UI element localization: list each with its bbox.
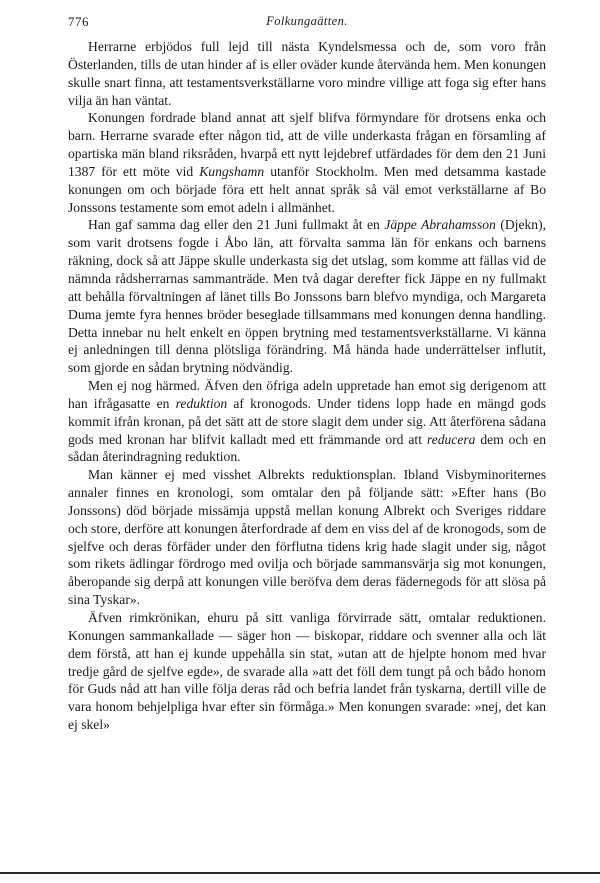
bottom-rule	[0, 872, 600, 874]
text-run: Herrarne erbjödos full lejd till nästa Kyndelsmessa och de, som voro från Österlanden, tills de utan hinder af is eller oväder kunde återvända hem. Men konungen skulle snart finna, att testamentsverkställarne voro mindre villige att foga sig efter hans vilja än han väntat.	[68, 39, 546, 108]
italic-term: Kungshamn	[199, 163, 265, 179]
italic-term: reduktion	[175, 395, 228, 411]
page-header	[68, 14, 546, 34]
page-number: 776	[68, 14, 89, 29]
paragraph	[68, 216, 546, 377]
text-run: Äfven rimkrönikan, ehuru på sitt vanliga förvirrade sätt, omtalar reduktionen. Konungen sammankallade — säger hon — biskopar, riddare och svenner alla och lät dem förstå, att han ej kunde uppehålla sin stat, »utan att de hjelpte honom med hvar tredje gård de sjelfve egde», de svarade alla »att det föll dem tungt på och bådo honom för Guds nåd att han ville följa deras råd och befria landet från tyskarna, dertill ville de vara honom behjelpliga hvar efter sin förmåga.» Men konungen svarade: »nej, det kan ej skel»	[68, 610, 546, 733]
text-run: af kronogods. Under tidens lopp hade en mängd gods kommit ifrån kronan, på det sätt att de store slagit dem under sig. Att återförena sådana gods med kronan har blifvit kalladt med ett främmande ord att	[68, 395, 546, 447]
text-run: Man känner ej med visshet Albrekts reduktionsplan. Ibland Visbyminoriternes annaler finnes en kronologi, som omtalar den på följande sätt: »Efter hans (Bo Jonssons) död började missämja uppstå mellan konung Albrekt och Sveriges riddare och store, derföre att konungen återfordrade af dem en viss del af de kronogods, som de sjelfve och deras förfäder under den förflutna tidens krig hade slagit under sig, något som rikets ädlingar fördrogo med ovilja och började sammansvärja sig mot konungen, åberopande sig derpå att konungen ville beröfva dem deras fädernegods för att slösa på sina Tyskar».	[68, 467, 546, 608]
paragraph	[68, 609, 546, 734]
paragraph	[68, 109, 546, 216]
paragraph	[68, 38, 546, 109]
body-text	[68, 38, 546, 734]
text-run: Men ej nog härmed. Äfven den öfriga adeln uppretade han emot sig derigenom att han ifrågasatte en	[68, 378, 546, 411]
text-run: (Djekn), som varit drotsens fogde i Åbo län, att förvalta samma län för enkans och barnens räkning, dock så att Jäppe skulle underkasta sig det utslag, som komme att fällas vid de nämnda rådsherrarnas sammanträde. Men två dagar derefter fick Jäppe en ny fullmakt att behålla förvaltningen af länet tills Bo Jonssons barn blefvo myndiga, och Margareta Duma jemte fyra hennes bröder beseglade tillsammans med konungen denna handling. Detta innebar nu helt enkelt en öppen brytning med testamentsverkställarne. Vi känna ej anledningen till denna plötsliga förändring. Må hända hade underrättelser influtit, som gjorde en sådan brytning nödvändig.	[68, 217, 546, 376]
paragraph	[68, 377, 546, 466]
text-run: dem och en sådan återindragning reduktion.	[68, 431, 547, 465]
running-title: Folkungaätten.	[266, 14, 348, 28]
paragraph	[68, 466, 546, 609]
italic-term: Jäppe Abrahamsson	[384, 217, 496, 233]
text-run: utanför Stockholm. Men med detsamma kastade konungen om och började föra ett helt annat språk så väl emot verkställarne af Bo Jonssons testamente som emot adeln i allmänhet.	[68, 163, 546, 215]
text-run: Konungen fordrade bland annat att sjelf blifva förmyndare för drotsens enka och barn. Herrarne svarade efter någon tid, att de ville underkasta frågan en församling af opartiska män bland riksråden, hvarpå ett nytt lejdebref utfärdades för dem den 21 Juni 1387 för ett möte vid	[68, 110, 546, 179]
italic-term: reducera	[426, 431, 476, 447]
text-run: Han gaf samma dag eller den 21 Juni fullmakt åt en	[88, 217, 385, 233]
